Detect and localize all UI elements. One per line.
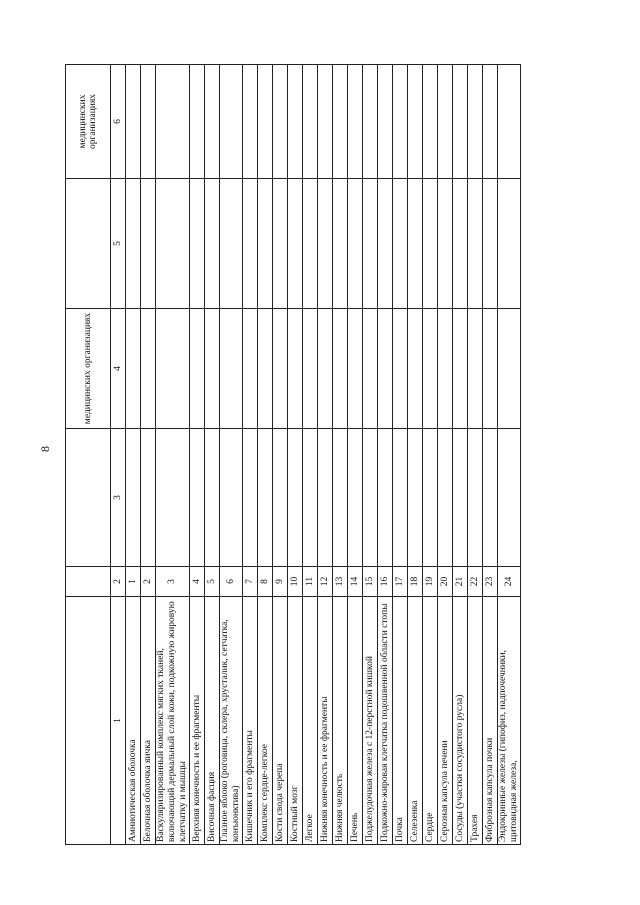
empty-cell xyxy=(453,309,468,429)
index-row xyxy=(111,65,126,845)
header-col-3 xyxy=(66,429,111,567)
empty-cell xyxy=(288,429,303,567)
organ-name-cell: Костный мозг xyxy=(288,597,303,845)
empty-cell xyxy=(333,179,348,309)
empty-cell xyxy=(438,429,453,567)
empty-cell xyxy=(288,179,303,309)
empty-cell xyxy=(333,65,348,179)
table-row xyxy=(205,65,220,845)
empty-cell xyxy=(393,309,408,429)
row-number-cell: 8 xyxy=(258,567,273,597)
empty-cell xyxy=(378,429,393,567)
organ-name-cell: Сосуды (участки сосудистого русла) xyxy=(453,597,468,845)
empty-cell xyxy=(348,179,363,309)
empty-cell xyxy=(348,429,363,567)
empty-cell xyxy=(408,179,423,309)
empty-cell xyxy=(423,65,438,179)
empty-cell xyxy=(483,179,498,309)
table-row xyxy=(190,65,205,845)
empty-cell xyxy=(348,309,363,429)
empty-cell xyxy=(483,65,498,179)
table-row xyxy=(318,65,333,845)
empty-cell xyxy=(423,309,438,429)
table-row xyxy=(348,65,363,845)
table-row xyxy=(423,65,438,845)
table-row xyxy=(483,65,498,845)
empty-cell xyxy=(303,65,318,179)
index-cell: 3 xyxy=(111,429,126,567)
empty-cell xyxy=(156,309,190,429)
empty-cell xyxy=(190,179,205,309)
empty-cell xyxy=(220,179,243,309)
organ-name-cell: Нижняя челюсть xyxy=(333,597,348,845)
empty-cell xyxy=(333,309,348,429)
organ-name-cell: Комплекс сердце-легкое xyxy=(258,597,273,845)
empty-cell xyxy=(408,429,423,567)
empty-cell xyxy=(243,65,258,179)
row-number-cell: 15 xyxy=(363,567,378,597)
empty-cell xyxy=(498,179,521,309)
empty-cell xyxy=(318,65,333,179)
empty-cell xyxy=(190,65,205,179)
empty-cell xyxy=(273,429,288,567)
empty-cell xyxy=(303,179,318,309)
empty-cell xyxy=(156,429,190,567)
table-row xyxy=(438,65,453,845)
empty-cell xyxy=(453,429,468,567)
organ-name-cell: Поджелудочная железа с 12-перстной кишкой xyxy=(363,597,378,845)
empty-cell xyxy=(141,179,156,309)
empty-cell xyxy=(423,429,438,567)
empty-cell xyxy=(483,309,498,429)
empty-cell xyxy=(438,179,453,309)
empty-cell xyxy=(126,309,141,429)
row-number-cell: 4 xyxy=(190,567,205,597)
organ-name-cell: Легкое xyxy=(303,597,318,845)
empty-cell xyxy=(126,429,141,567)
table-row xyxy=(468,65,483,845)
empty-cell xyxy=(190,309,205,429)
empty-cell xyxy=(190,429,205,567)
empty-cell xyxy=(141,65,156,179)
row-number-cell: 22 xyxy=(468,567,483,597)
header-col-4: медицинских организациях xyxy=(66,309,111,429)
empty-cell xyxy=(126,65,141,179)
empty-cell xyxy=(288,65,303,179)
row-number-cell: 21 xyxy=(453,567,468,597)
empty-cell xyxy=(348,65,363,179)
empty-cell xyxy=(258,179,273,309)
empty-cell xyxy=(363,65,378,179)
empty-cell xyxy=(126,179,141,309)
row-number-cell: 17 xyxy=(393,567,408,597)
table-row xyxy=(498,65,521,845)
empty-cell xyxy=(483,429,498,567)
empty-cell xyxy=(378,309,393,429)
organ-name-cell: Кишечник и его фрагменты xyxy=(243,597,258,845)
row-number-cell: 20 xyxy=(438,567,453,597)
organ-name-cell: Трахея xyxy=(468,597,483,845)
row-number-cell: 14 xyxy=(348,567,363,597)
empty-cell xyxy=(273,309,288,429)
organ-name-cell: Височная фасция xyxy=(205,597,220,845)
empty-cell xyxy=(378,179,393,309)
empty-cell xyxy=(243,429,258,567)
empty-cell xyxy=(318,309,333,429)
row-number-cell: 9 xyxy=(273,567,288,597)
table-row xyxy=(393,65,408,845)
organ-name-cell: Почка xyxy=(393,597,408,845)
empty-cell xyxy=(205,179,220,309)
table-row xyxy=(220,65,243,845)
empty-cell xyxy=(498,309,521,429)
row-number-cell: 1 xyxy=(126,567,141,597)
empty-cell xyxy=(363,429,378,567)
table-row xyxy=(126,65,141,845)
organ-name-cell: Печень xyxy=(348,597,363,845)
empty-cell xyxy=(288,309,303,429)
empty-cell xyxy=(468,65,483,179)
table-row xyxy=(363,65,378,845)
empty-cell xyxy=(156,65,190,179)
row-number-cell: 16 xyxy=(378,567,393,597)
empty-cell xyxy=(258,309,273,429)
empty-cell xyxy=(363,309,378,429)
empty-cell xyxy=(243,309,258,429)
empty-cell xyxy=(468,309,483,429)
index-cell: 2 xyxy=(111,567,126,597)
empty-cell xyxy=(243,179,258,309)
rotated-table-container xyxy=(65,65,579,845)
table-row xyxy=(378,65,393,845)
header-col-5 xyxy=(66,179,111,309)
header-row xyxy=(66,65,111,845)
header-col-6: медицинских организациях xyxy=(66,65,111,179)
index-cell: 6 xyxy=(111,65,126,179)
empty-cell xyxy=(258,65,273,179)
empty-cell xyxy=(393,179,408,309)
empty-cell xyxy=(220,65,243,179)
table-row xyxy=(303,65,318,845)
row-number-cell: 6 xyxy=(220,567,243,597)
empty-cell xyxy=(498,65,521,179)
row-number-cell: 24 xyxy=(498,567,521,597)
empty-cell xyxy=(408,65,423,179)
table-row xyxy=(333,65,348,845)
row-number-cell: 10 xyxy=(288,567,303,597)
empty-cell xyxy=(220,309,243,429)
empty-cell xyxy=(453,65,468,179)
empty-cell xyxy=(220,429,243,567)
row-number-cell: 12 xyxy=(318,567,333,597)
organ-name-cell: Белочная оболочка яичка xyxy=(141,597,156,845)
row-number-cell: 2 xyxy=(141,567,156,597)
index-cell: 4 xyxy=(111,309,126,429)
empty-cell xyxy=(393,429,408,567)
row-number-cell: 19 xyxy=(423,567,438,597)
empty-cell xyxy=(378,65,393,179)
table-row xyxy=(243,65,258,845)
table-row xyxy=(408,65,423,845)
empty-cell xyxy=(141,309,156,429)
table-row xyxy=(273,65,288,845)
empty-cell xyxy=(303,429,318,567)
organ-name-cell: Серозная капсула печени xyxy=(438,597,453,845)
empty-cell xyxy=(156,179,190,309)
empty-cell xyxy=(141,429,156,567)
empty-cell xyxy=(273,179,288,309)
empty-cell xyxy=(468,179,483,309)
table-row xyxy=(156,65,190,845)
table-row xyxy=(258,65,273,845)
row-number-cell: 11 xyxy=(303,567,318,597)
empty-cell xyxy=(468,429,483,567)
empty-cell xyxy=(393,65,408,179)
empty-cell xyxy=(498,429,521,567)
organ-table xyxy=(65,64,521,845)
empty-cell xyxy=(423,179,438,309)
organ-name-cell: Кости свода черепа xyxy=(273,597,288,845)
row-number-cell: 5 xyxy=(205,567,220,597)
empty-cell xyxy=(318,179,333,309)
organ-name-cell: Нижняя конечность и ее фрагменты xyxy=(318,597,333,845)
table-row xyxy=(453,65,468,845)
empty-cell xyxy=(273,65,288,179)
organ-name-cell: Фиброзная капсула почки xyxy=(483,597,498,845)
organ-name-cell: Васкуляризированный комплекс мягких тканей, включающий дермальный слой кожи, подкожную жировую клетчатку и мышцы xyxy=(156,597,190,845)
empty-cell xyxy=(258,429,273,567)
empty-cell xyxy=(205,65,220,179)
organ-name-cell: Сердце xyxy=(423,597,438,845)
empty-cell xyxy=(408,309,423,429)
page-number: 8 xyxy=(38,446,52,452)
empty-cell xyxy=(438,65,453,179)
header-col-2 xyxy=(66,567,111,597)
index-cell: 1 xyxy=(111,597,126,845)
index-cell: 5 xyxy=(111,179,126,309)
empty-cell xyxy=(363,179,378,309)
organ-name-cell: Селезенка xyxy=(408,597,423,845)
organ-name-cell: Верхняя конечность и ее фрагменты xyxy=(190,597,205,845)
row-number-cell: 7 xyxy=(243,567,258,597)
empty-cell xyxy=(205,309,220,429)
row-number-cell: 18 xyxy=(408,567,423,597)
row-number-cell: 3 xyxy=(156,567,190,597)
header-col-1 xyxy=(66,597,111,845)
table-row xyxy=(141,65,156,845)
empty-cell xyxy=(333,429,348,567)
organ-name-cell: Эндокринные железы (гипофиз, надпочечники, щитовидная железа, xyxy=(498,597,521,845)
empty-cell xyxy=(438,309,453,429)
organ-name-cell: Амниотическая оболочка xyxy=(126,597,141,845)
row-number-cell: 23 xyxy=(483,567,498,597)
empty-cell xyxy=(318,429,333,567)
organ-name-cell: Глазное яблоко (роговица, склера, хрусталик, сетчатка, конъюнктива) xyxy=(220,597,243,845)
empty-cell xyxy=(205,429,220,567)
empty-cell xyxy=(303,309,318,429)
table-body xyxy=(126,65,521,845)
organ-name-cell: Подкожно-жировая клетчатка подошвенной области стопы xyxy=(378,597,393,845)
row-number-cell: 13 xyxy=(333,567,348,597)
empty-cell xyxy=(453,179,468,309)
table-row xyxy=(288,65,303,845)
